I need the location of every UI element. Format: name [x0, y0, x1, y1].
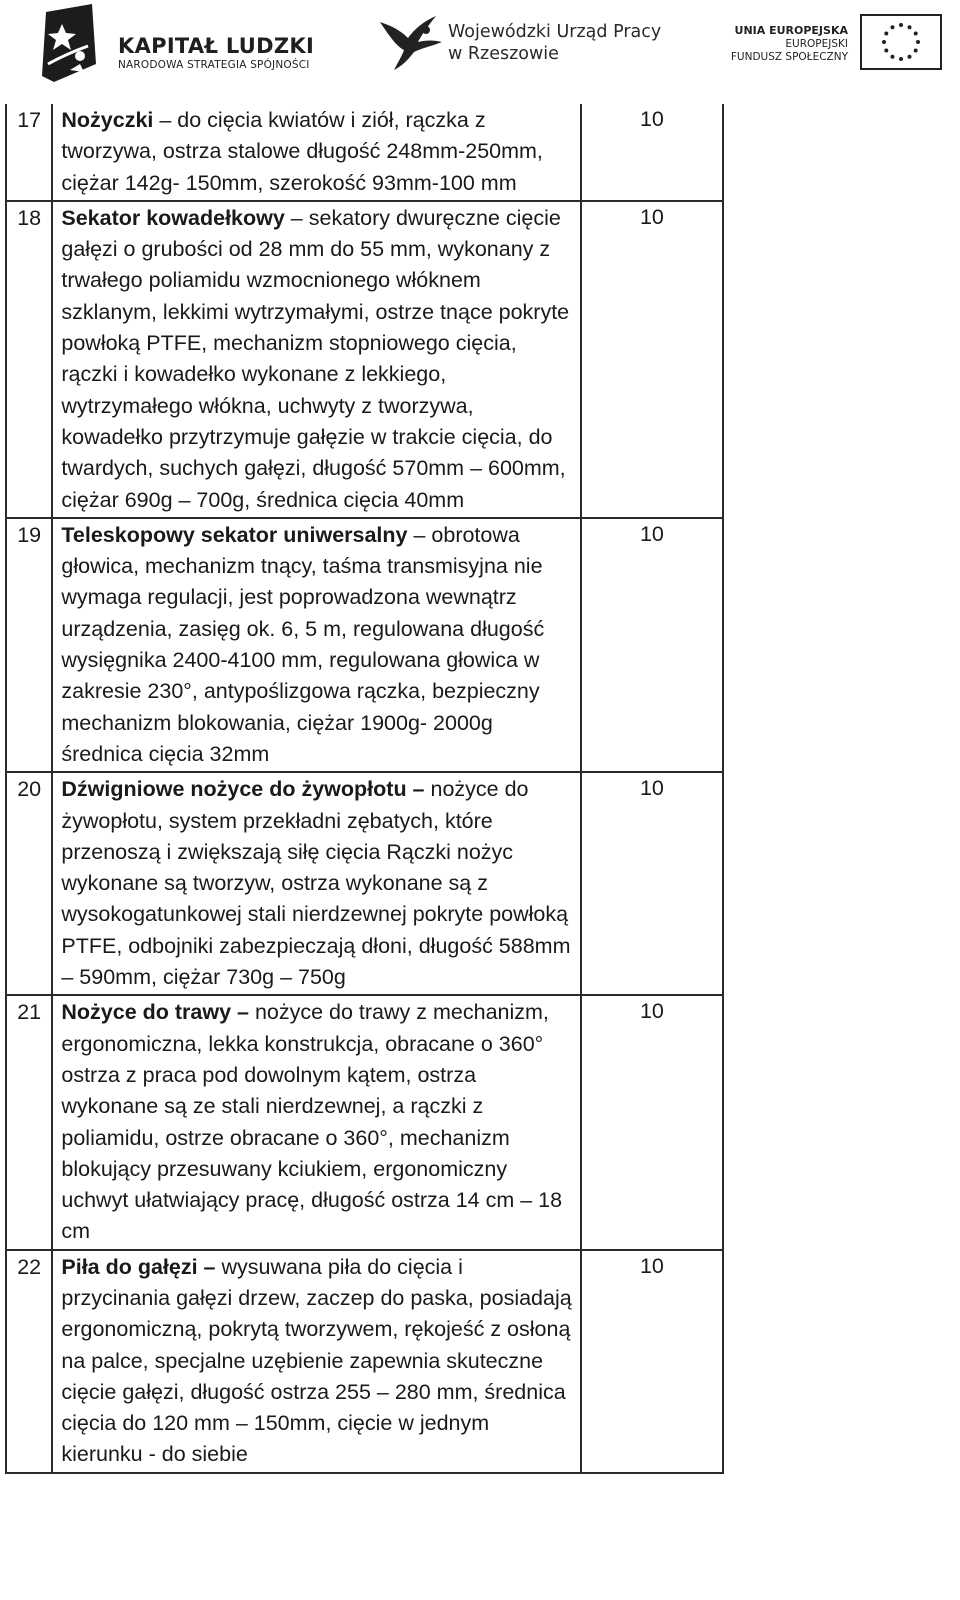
eu-star	[914, 49, 918, 53]
table-row	[6, 104, 723, 201]
eu-star	[891, 25, 895, 29]
table-row	[6, 772, 723, 995]
item-description-cell	[52, 201, 580, 518]
table-row	[6, 1250, 723, 1473]
item-name: Nożyce do trawy –	[61, 1000, 249, 1025]
kapital-ludzki-logo	[40, 4, 315, 84]
item-name: Nożyczki	[61, 108, 154, 132]
item-description: wysuwana piła do cięcia i przycinania gałęzi drzew, zaczep do paska, posiadają ergonomiczną, pokrytą tworzywem, rękojeść z osłoną na palce, specjalne uzębienie zapewnia skuteczne cięcie gałęzi, długość ostrza 255 – 280 mm, średnica cięcia do 120 mm – 150mm, cięcie w jednym kierunku - do siebie	[61, 1254, 572, 1467]
row-number: 22	[6, 1250, 52, 1473]
eu-star	[916, 40, 920, 44]
eu-star	[884, 49, 888, 53]
wup-name-line1: Wojewódzki Urząd Pracy	[448, 22, 662, 42]
table-row	[6, 201, 723, 518]
item-quantity: 10	[581, 518, 723, 772]
item-name: Dźwigniowe nożyce do żywopłotu –	[61, 777, 425, 802]
eu-line1: UNIA EUROPEJSKA	[734, 24, 848, 37]
item-description-cell	[52, 995, 580, 1249]
eu-star	[882, 40, 886, 44]
item-quantity: 10	[581, 104, 723, 201]
eu-flag-icon	[860, 14, 942, 70]
eu-line2: EUROPEJSKI	[785, 38, 848, 50]
item-description: – obrotowa głowica, mechanizm tnący, taśma transmisyjna nie wymaga regulacji, jest poprowadzona wewnątrz urządzenia, zasięg ok. 6, 5 m, regulowana długość wysięgnika 2400-4100 mm, regulowana głowica w zakresie 230°, antypoślizgowa rączka, bezpieczny mechanizm blokowania, ciężar 1900g- 2000g średnica cięcia 32mm	[61, 522, 545, 766]
item-description-cell	[52, 1250, 580, 1473]
item-quantity: 10	[581, 995, 723, 1249]
row-number: 19	[6, 518, 52, 772]
row-number: 18	[6, 201, 52, 518]
item-name: Piła do gałęzi –	[61, 1254, 216, 1279]
eu-star	[914, 32, 918, 36]
page-header	[0, 0, 960, 90]
item-description: nożyce do trawy z mechanizm, ergonomiczna, lekka konstrukcja, obracane o 360° ostrza z praca pod dowolnym kątem, ostrza wykonane są ze stali nierdzewnej, a rączki z poliamidu, ostrze obracane o 360°, mechanizm blokujący przesuwany kciukiem, ergonomiczny uchwyt ułatwiający pracę, długość ostrza 14 cm – 18 cm	[61, 1000, 563, 1244]
row-number: 21	[6, 995, 52, 1249]
item-description: – do cięcia kwiatów i ziół, rączka z tworzywa, ostrza stalowe długość 248mm-250mm, ciężar 142g- 150mm, szerokość 93mm-100 mm	[61, 108, 543, 195]
item-name: Sekator kowadełkowy	[61, 205, 285, 230]
wup-rzeszow-logo	[378, 12, 678, 76]
eu-line3: FUNDUSZ SPOŁECZNY	[730, 51, 848, 63]
eu-star	[899, 57, 903, 61]
item-description-cell	[52, 772, 580, 995]
row-number: 20	[6, 772, 52, 995]
item-quantity: 10	[581, 772, 723, 995]
item-description-cell	[52, 104, 580, 201]
item-quantity: 10	[581, 1250, 723, 1473]
eu-star	[891, 55, 895, 59]
item-name: Teleskopowy sekator uniwersalny	[61, 522, 408, 547]
kapital-ludzki-emblem-icon	[40, 4, 98, 84]
table-row	[6, 995, 723, 1249]
eu-star	[908, 25, 912, 29]
item-description-cell	[52, 518, 580, 772]
kapital-ludzki-title: KAPITAŁ LUDZKI	[118, 34, 315, 58]
eu-star	[908, 55, 912, 59]
eu-star	[899, 23, 903, 27]
kapital-ludzki-subtitle: NARODOWA STRATEGIA SPÓJNOŚCI	[118, 59, 310, 71]
item-quantity: 10	[581, 201, 723, 518]
item-description: – sekatory dwuręczne cięcie gałęzi o grubości od 28 mm do 55 mm, wykonany z trwałego poliamidu wzmocnionego włóknem szklanym, lekkimi wytrzymałymi, ostrze tnące pokryte powłoką PTFE, mechanizm stopniowego cięcia, rączki i kowadełko wykonane z lekkiego, wytrzymałego włókna, uchwyty z tworzywa, kowadełko przytrzymuje gałęzie w trakcie cięcia, do twardych, suchych gałęzi, długość 570mm – 600mm, ciężar 690g – 700g, średnica cięcia 40mm	[61, 205, 570, 512]
item-description: nożyce do żywopłotu, system przekładni zębatych, które przenoszą i zwiększają siłę cięcia Rączki nożyc wykonane są tworzyw, ostrza wykonane są z wysokogatunkowej stali nierdzewnej pokryte powłoką PTFE, odbojniki zabezpieczają dłoni, długość 588mm – 590mm, ciężar 730g – 750g	[61, 777, 571, 990]
bird-emblem-icon	[378, 12, 444, 72]
eu-star	[884, 32, 888, 36]
row-number: 17	[6, 104, 52, 201]
wup-name-line2: w Rzeszowie	[448, 44, 559, 64]
product-spec-table	[5, 104, 724, 1474]
eu-social-fund-logo	[730, 14, 942, 74]
table-row	[6, 518, 723, 772]
